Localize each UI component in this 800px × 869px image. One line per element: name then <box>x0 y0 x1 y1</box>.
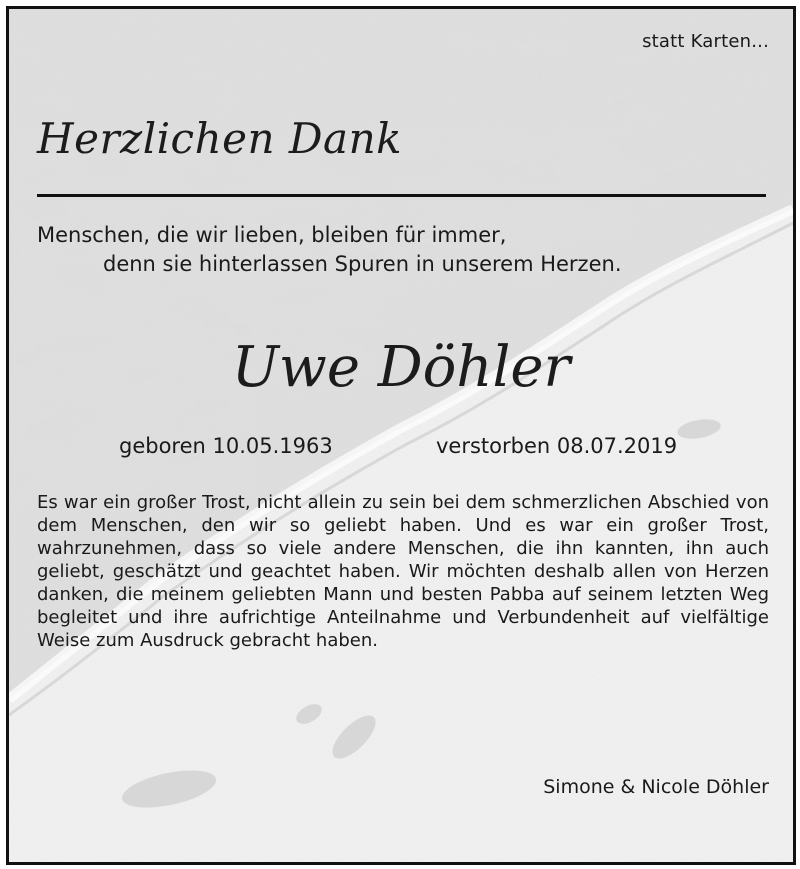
thank-you-text: Es war ein großer Trost, nicht allein zu sein bei dem schmerzlichen Abschied von dem Menschen, den wir so geliebt haben. Und es war ein großer Trost, wahrzunehmen, dass so viele andere Menschen, die ihn kannten, ihn auch geliebt, geschätzt und geachtet haben. Wir möchten deshalb allen von Herzen danken, die meinem geliebten Mann und besten Pabba auf seinem letzten Weg begleitet und ihre aufrichtige Anteilnahme und Verbundenheit auf vielfältige Weise zum Ausdruck gebracht haben. <box>37 492 769 651</box>
heading-title: Herzlichen Dank <box>37 114 403 163</box>
note-text: statt Karten... <box>642 31 769 52</box>
death-date: verstorben 08.07.2019 <box>436 434 678 458</box>
obituary-card <box>6 6 796 865</box>
quote-line-1: Menschen, die wir lieben, bleiben für immer, <box>37 223 507 247</box>
quote-line-2: denn sie hinterlassen Spuren in unserem Herzen. <box>103 252 622 276</box>
heading-divider <box>37 194 766 197</box>
deceased-name: Uwe Döhler <box>231 335 571 400</box>
birth-date: geboren 10.05.1963 <box>119 434 333 458</box>
memorial-quote <box>37 221 766 279</box>
signature: Simone & Nicole Döhler <box>543 776 769 798</box>
